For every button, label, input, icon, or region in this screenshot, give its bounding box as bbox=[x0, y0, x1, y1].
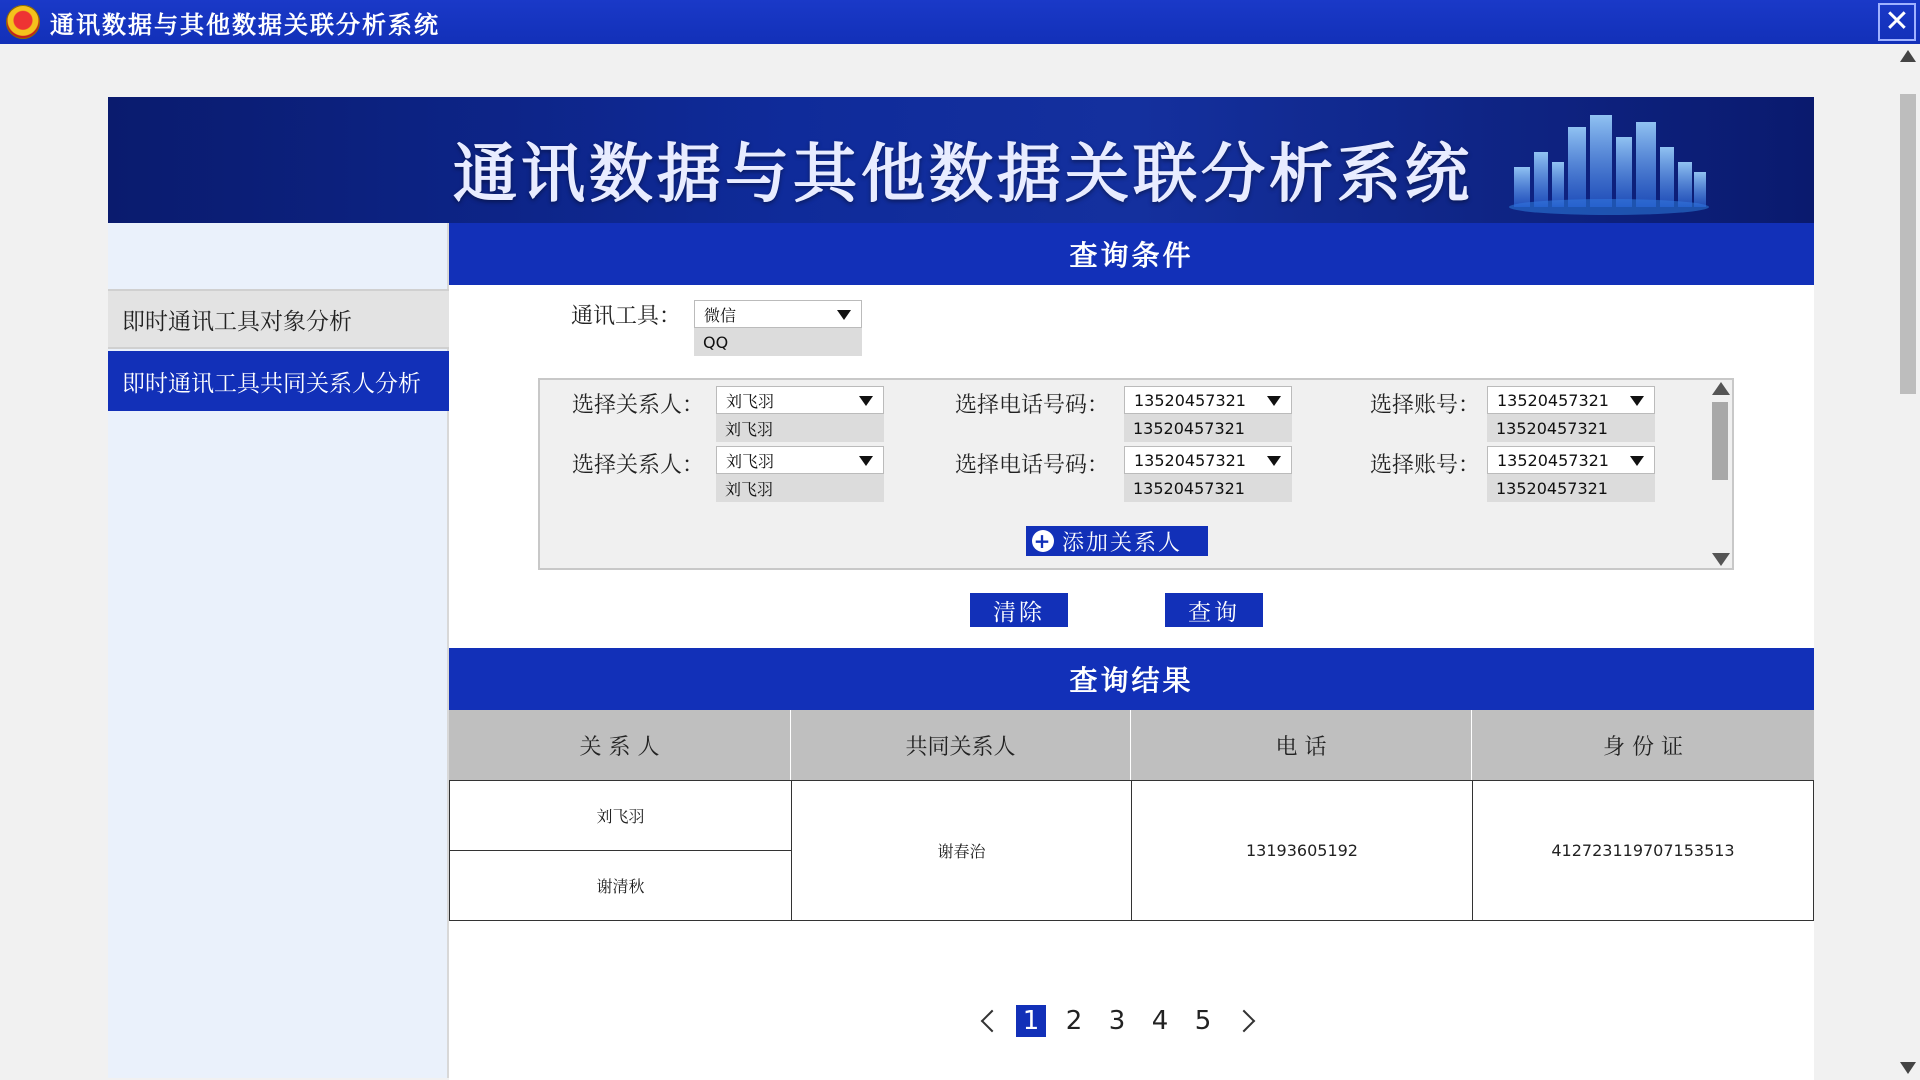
chevron-left-icon[interactable] bbox=[981, 1010, 1004, 1033]
contact-select[interactable] bbox=[716, 386, 884, 414]
column-header-id-card: 身 份 证 bbox=[1472, 710, 1814, 780]
phone-select-value: 13520457321 bbox=[1134, 450, 1246, 470]
phone-select-value: 13520457321 bbox=[1134, 390, 1246, 410]
sidebar bbox=[108, 223, 449, 1078]
scroll-down-arrow-icon[interactable] bbox=[1712, 553, 1730, 566]
dropdown-caret-icon bbox=[1267, 396, 1281, 406]
contact-select[interactable] bbox=[716, 446, 884, 474]
contact-select-value: 刘飞羽 bbox=[726, 391, 775, 411]
tool-option-qq[interactable]: QQ bbox=[694, 328, 862, 356]
table-cell-id-card: 412723119707153513 bbox=[1472, 780, 1814, 921]
page-5-button[interactable]: 5 bbox=[1194, 1006, 1212, 1036]
sidebar-item-label: 即时通讯工具共同关系人分析 bbox=[122, 370, 421, 397]
column-header-phone: 电 话 bbox=[1131, 710, 1472, 780]
plus-circle-icon: + bbox=[1033, 529, 1053, 553]
scroll-down-arrow-icon[interactable] bbox=[1900, 1062, 1916, 1074]
close-icon[interactable]: ✕ bbox=[1878, 3, 1916, 41]
phone-option[interactable]: 13520457321 bbox=[1124, 414, 1292, 442]
tool-select[interactable] bbox=[694, 300, 862, 328]
account-select[interactable] bbox=[1487, 386, 1655, 414]
banner-title: 通讯数据与其他数据关联分析系统 bbox=[453, 138, 1473, 212]
results-table bbox=[449, 710, 1814, 920]
page-3-button[interactable]: 3 bbox=[1108, 1006, 1126, 1036]
contact-select-value: 刘飞羽 bbox=[726, 451, 775, 471]
search-button[interactable]: 查询 bbox=[1165, 593, 1263, 627]
contact-label: 选择关系人： bbox=[572, 393, 705, 418]
sidebar-item-common-contact-analysis[interactable] bbox=[108, 351, 449, 411]
phone-label: 选择电话号码： bbox=[955, 453, 1110, 478]
account-label: 选择账号： bbox=[1370, 453, 1481, 478]
add-contact-label: 添加关系人 bbox=[1062, 530, 1183, 556]
dropdown-caret-icon bbox=[837, 310, 851, 320]
dropdown-caret-icon bbox=[1630, 456, 1644, 466]
phone-select[interactable] bbox=[1124, 446, 1292, 474]
main-content bbox=[449, 223, 1814, 1080]
account-option[interactable]: 13520457321 bbox=[1487, 414, 1655, 442]
window-titlebar bbox=[0, 0, 1920, 44]
query-section-title: 查询条件 bbox=[449, 223, 1814, 285]
sidebar-item-label: 即时通讯工具对象分析 bbox=[122, 308, 352, 335]
table-cell-contact: 谢清秋 bbox=[449, 850, 792, 921]
dropdown-caret-icon bbox=[1630, 396, 1644, 406]
account-select[interactable] bbox=[1487, 446, 1655, 474]
contact-option[interactable]: 刘飞羽 bbox=[716, 474, 884, 502]
account-option[interactable]: 13520457321 bbox=[1487, 474, 1655, 502]
pagination bbox=[449, 1003, 1814, 1043]
city-skyline-icon bbox=[1504, 107, 1714, 217]
scroll-up-arrow-icon[interactable] bbox=[1900, 50, 1916, 62]
scroll-up-arrow-icon[interactable] bbox=[1712, 382, 1730, 395]
header-banner bbox=[108, 97, 1814, 223]
page-2-button[interactable]: 2 bbox=[1065, 1006, 1083, 1036]
window-scrollbar[interactable] bbox=[1896, 44, 1920, 1080]
contact-label: 选择关系人： bbox=[572, 453, 705, 478]
sidebar-item-object-analysis[interactable] bbox=[108, 289, 449, 349]
account-select-value: 13520457321 bbox=[1497, 450, 1609, 470]
phone-label: 选择电话号码： bbox=[955, 393, 1110, 418]
scrollbar-thumb[interactable] bbox=[1712, 402, 1728, 480]
scrollbar-thumb[interactable] bbox=[1900, 94, 1916, 394]
tool-label: 通讯工具： bbox=[571, 304, 682, 329]
dropdown-caret-icon bbox=[1267, 456, 1281, 466]
clear-button[interactable]: 清除 bbox=[970, 593, 1068, 627]
phone-select[interactable] bbox=[1124, 386, 1292, 414]
panel-scrollbar[interactable] bbox=[1708, 380, 1732, 568]
contact-option[interactable]: 刘飞羽 bbox=[716, 414, 884, 442]
page-1-button[interactable]: 1 bbox=[1016, 1005, 1046, 1037]
table-cell-common-contact: 谢春治 bbox=[791, 780, 1132, 921]
chevron-right-icon[interactable] bbox=[1233, 1010, 1256, 1033]
column-header-common-contact: 共同关系人 bbox=[791, 710, 1131, 780]
dropdown-caret-icon bbox=[859, 396, 873, 406]
table-cell-phone: 13193605192 bbox=[1131, 780, 1473, 921]
tool-select-value: 微信 bbox=[704, 305, 737, 325]
account-label: 选择账号： bbox=[1370, 393, 1481, 418]
dropdown-caret-icon bbox=[859, 456, 873, 466]
page-4-button[interactable]: 4 bbox=[1151, 1006, 1169, 1036]
column-header-contact: 关 系 人 bbox=[449, 710, 791, 780]
window-title: 通讯数据与其他数据关联分析系统 bbox=[50, 10, 440, 39]
account-select-value: 13520457321 bbox=[1497, 390, 1609, 410]
contact-selection-panel bbox=[538, 378, 1734, 570]
police-emblem-icon bbox=[6, 5, 40, 39]
add-contact-button[interactable] bbox=[1026, 526, 1208, 556]
table-cell-contact: 刘飞羽 bbox=[449, 780, 792, 851]
phone-option[interactable]: 13520457321 bbox=[1124, 474, 1292, 502]
results-section-title: 查询结果 bbox=[449, 648, 1814, 710]
